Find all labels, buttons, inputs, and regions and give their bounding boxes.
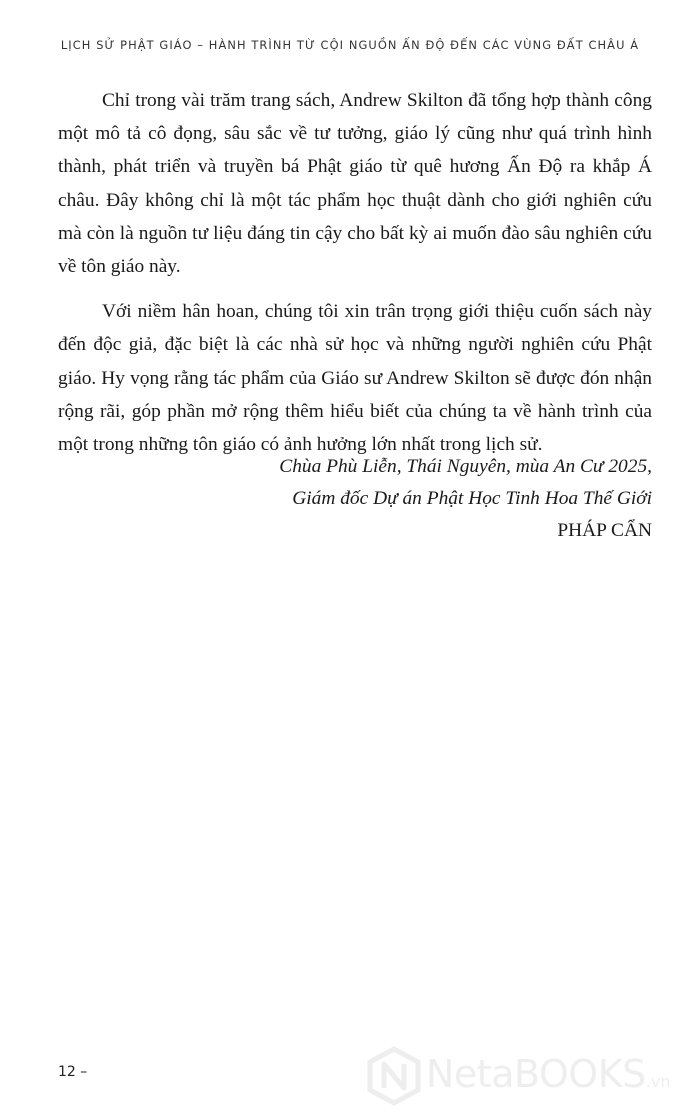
page-number: 12 – — [58, 1064, 88, 1080]
paragraph-2: Với niềm hân hoan, chúng tôi xin trân trọng giới thiệu cuốn sách này đến độc giả, đặc biệt là các nhà sử học và những người nghiên cứu Phật giáo. Hy vọng rằng tác phẩm của Giáo sư Andrew Skilton sẽ được đón nhận rộng rãi, góp phần mở rộng thêm hiểu biết của chúng ta về hành trình của một trong những tôn giáo có ảnh hưởng lớn nhất trong lịch sử. — [58, 301, 652, 456]
watermark — [366, 1046, 686, 1106]
signature-name: PHÁP CẨN — [557, 520, 652, 541]
watermark-tld: .vn — [645, 1072, 671, 1091]
neta-logo-icon — [366, 1046, 422, 1106]
signature-block — [279, 451, 652, 547]
watermark-brand-text: NetaBOOKS — [426, 1052, 646, 1096]
body-text — [58, 84, 652, 461]
signature-role: Giám đốc Dự án Phật Học Tinh Hoa Thế Giới — [292, 488, 652, 509]
running-header: LỊCH SỬ PHẬT GIÁO – HÀNH TRÌNH TỪ CỘI NGUỒN ẤN ĐỘ ĐẾN CÁC VÙNG ĐẤT CHÂU Á — [60, 38, 640, 52]
watermark-brand — [426, 1052, 670, 1096]
paragraph-1: Chỉ trong vài trăm trang sách, Andrew Skilton đã tổng hợp thành công một mô tả cô đọng, sâu sắc về tư tưởng, giáo lý cũng như quá trình hình thành, phát triển và truyền bá Phật giáo từ quê hương Ấn Độ ra khắp Á châu. Đây không chỉ là một tác phẩm học thuật dành cho giới nghiên cứu mà còn là nguồn tư liệu đáng tin cậy cho bất kỳ ai muốn đào sâu nghiên cứu về tôn giáo này. — [58, 90, 652, 278]
signature-place-date: Chùa Phù Liễn, Thái Nguyên, mùa An Cư 2025, — [279, 456, 652, 477]
